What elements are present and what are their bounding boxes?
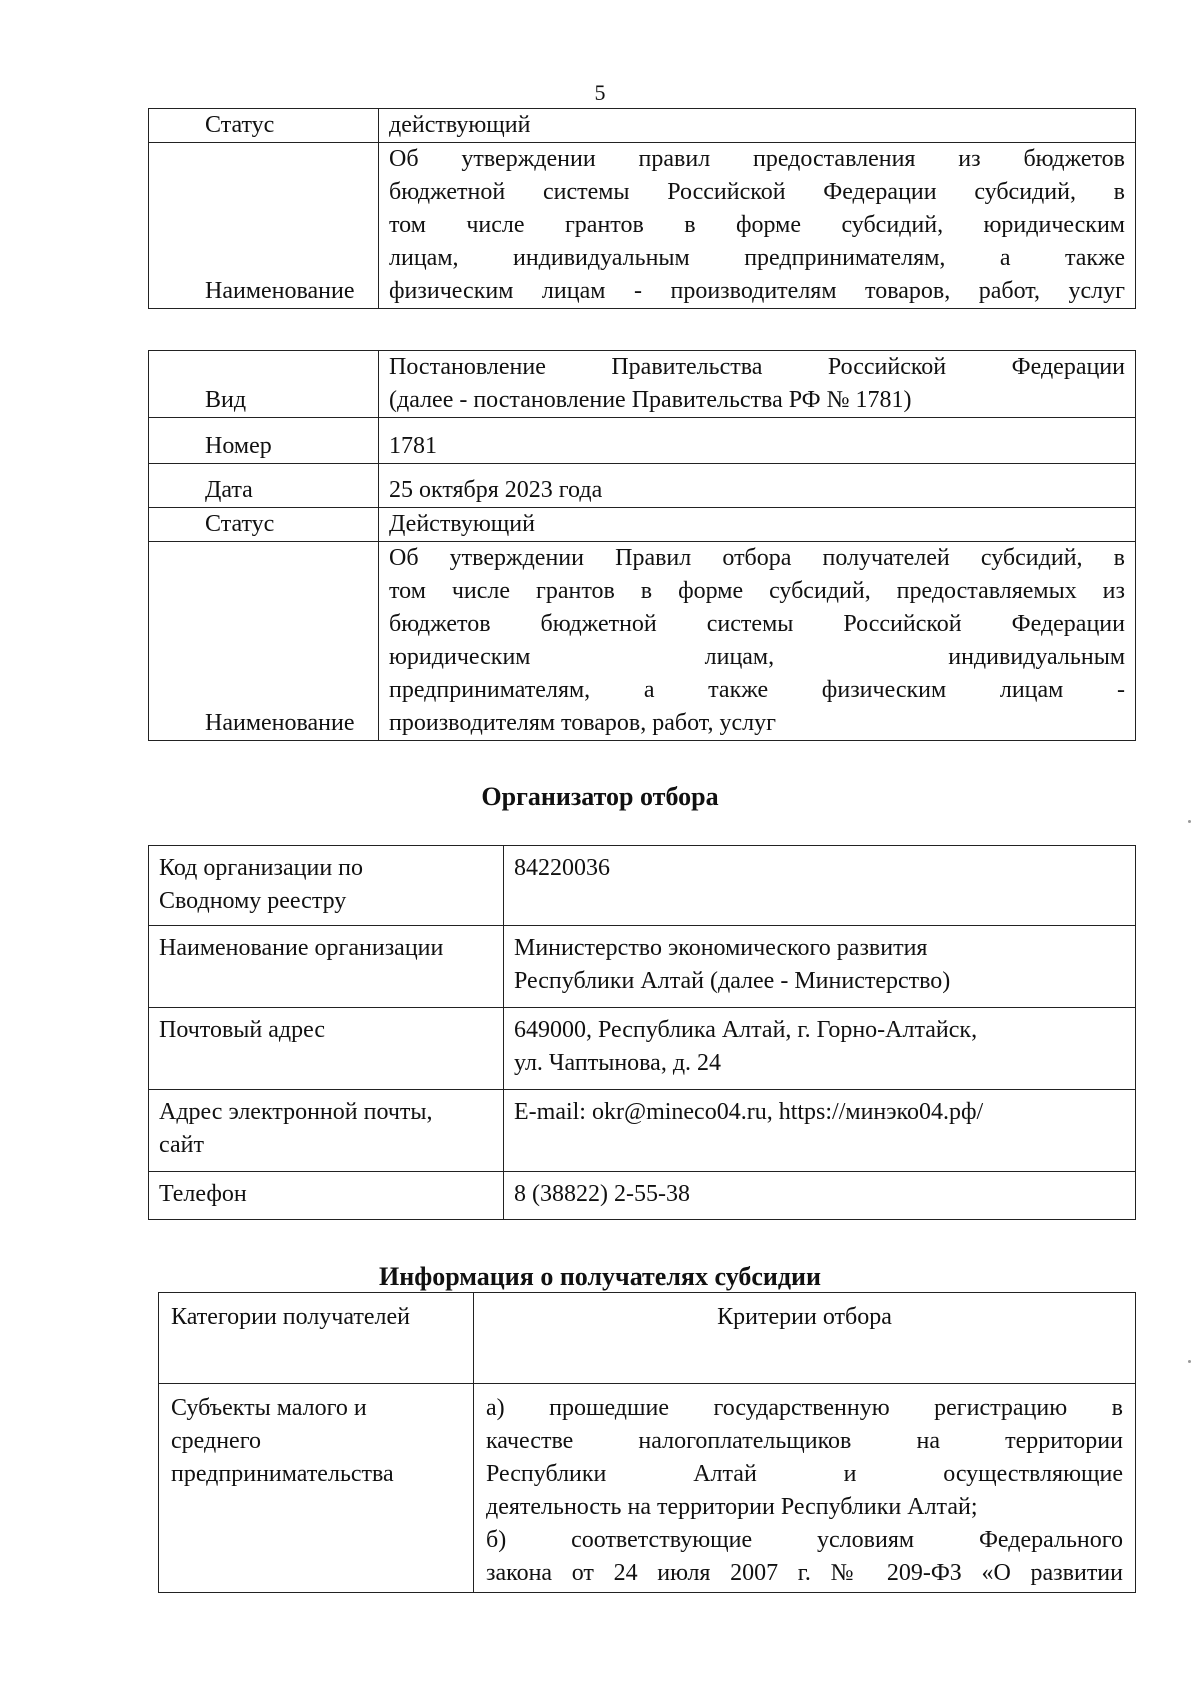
- row-label: Номер: [149, 418, 379, 464]
- margin-mark: [1188, 1360, 1191, 1363]
- value-line: 1781: [389, 433, 437, 459]
- margin-mark: [1188, 820, 1191, 823]
- act-table-1: [148, 108, 1136, 309]
- criteria-line: б) соответствующие условиям Федерального: [486, 1527, 1123, 1553]
- row-value: [379, 143, 1136, 309]
- value-line: бюджетов бюджетной системы Российской Федерации: [389, 611, 1125, 637]
- criteria-line: а) прошедшие государственную регистрацию в: [486, 1395, 1123, 1421]
- table-row: [149, 508, 1136, 542]
- criteria-cell: [474, 1384, 1136, 1593]
- row-label: [149, 1172, 504, 1220]
- value-line: E-mail: okr@mineco04.ru, https://минэко04.рф/: [514, 1099, 984, 1125]
- criteria-line: закона от 24 июля 2007 г. № 209-ФЗ «О развитии: [486, 1560, 1123, 1586]
- organizer-table: [148, 845, 1136, 1220]
- label-line: Наименование организации: [159, 935, 444, 961]
- column-header-criteria: Критерии отбора: [474, 1293, 1136, 1384]
- table-row: [149, 464, 1136, 508]
- criteria-line: деятельность на территории Республики Алтай;: [486, 1494, 978, 1520]
- row-label: Вид: [149, 351, 379, 418]
- section-heading-organizer: Организатор отбора: [481, 782, 719, 811]
- row-label: [149, 1090, 504, 1172]
- category-line: Субъекты малого и: [171, 1395, 367, 1421]
- label-line: Телефон: [159, 1181, 247, 1207]
- value-line: 84220036: [514, 855, 610, 881]
- label-line: Код организации по: [159, 855, 364, 881]
- row-value: [504, 926, 1136, 1008]
- value-line: том числе грантов в форме субсидий, предоставляемых из: [389, 578, 1125, 604]
- row-label: Наименование: [149, 143, 379, 309]
- value-line: физическим лицам - производителям товаров, работ, услуг: [389, 278, 1125, 304]
- value-line: Об утверждении правил предоставления из бюджетов: [389, 146, 1125, 172]
- row-label: Дата: [149, 464, 379, 508]
- value-line: Министерство экономического развития: [514, 935, 928, 961]
- category-line: предпринимательства: [171, 1461, 394, 1487]
- value-line: бюджетной системы Российской Федерации субсидий, в: [389, 179, 1125, 205]
- category-cell: [159, 1384, 474, 1593]
- row-label: [149, 926, 504, 1008]
- value-line: ул. Чаптынова, д. 24: [514, 1050, 722, 1076]
- row-value: [379, 351, 1136, 418]
- value-line: Постановление Правительства Российской Федерации: [389, 354, 1125, 380]
- value-line: 649000, Республика Алтай, г. Горно-Алтайск,: [514, 1017, 978, 1043]
- value-line: производителям товаров, работ, услуг: [389, 710, 776, 736]
- value-line: том числе грантов в форме субсидий, юридическим: [389, 212, 1125, 238]
- value-line: юридическим лицам, индивидуальным: [389, 644, 1125, 670]
- table-header-row: [159, 1293, 1136, 1384]
- row-value: [379, 464, 1136, 508]
- value-line: (далее - постановление Правительства РФ № 1781): [389, 387, 912, 413]
- label-line: Адрес электронной почты,: [159, 1099, 433, 1125]
- value-line: Республики Алтай (далее - Министерство): [514, 968, 951, 994]
- category-line: среднего: [171, 1428, 261, 1454]
- label-line: сайт: [159, 1132, 204, 1158]
- row-value: [504, 1172, 1136, 1220]
- section-heading-recipients: Информация о получателях субсидии: [379, 1262, 821, 1291]
- table-row: [149, 1172, 1136, 1220]
- row-value: [379, 109, 1136, 143]
- value-line: 8 (38822) 2-55-38: [514, 1181, 690, 1207]
- row-value: [504, 846, 1136, 926]
- recipients-table: [158, 1292, 1136, 1593]
- row-label: [149, 846, 504, 926]
- criteria-line: Республики Алтай и осуществляющие: [486, 1461, 1123, 1487]
- value-line: 25 октября 2023 года: [389, 477, 603, 503]
- column-header-categories: Категории получателей: [159, 1293, 474, 1384]
- page-number: 5: [594, 80, 606, 105]
- value-line: предпринимателям, а также физическим лицам -: [389, 677, 1125, 703]
- row-value: [504, 1008, 1136, 1090]
- table-row: [149, 109, 1136, 143]
- table-row: [159, 1384, 1136, 1593]
- value-line: Об утверждении Правил отбора получателей субсидий, в: [389, 545, 1125, 571]
- row-label: Наименование: [149, 542, 379, 741]
- table-row: [149, 351, 1136, 418]
- value-line: действующий: [389, 112, 531, 138]
- row-label: Статус: [149, 109, 379, 143]
- row-value: [379, 542, 1136, 741]
- row-value: [379, 418, 1136, 464]
- label-line: Сводному реестру: [159, 888, 347, 914]
- criteria-line: качестве налогоплательщиков на территории: [486, 1428, 1123, 1454]
- table-row: [149, 1008, 1136, 1090]
- act-table-2: [148, 350, 1136, 741]
- table-row: [149, 418, 1136, 464]
- table-row: [149, 542, 1136, 741]
- table-row: [149, 846, 1136, 926]
- label-line: Почтовый адрес: [159, 1017, 326, 1043]
- table-row: [149, 1090, 1136, 1172]
- table-row: [149, 926, 1136, 1008]
- row-label: [149, 1008, 504, 1090]
- row-label: Статус: [149, 508, 379, 542]
- value-line: лицам, индивидуальным предпринимателям, а также: [389, 245, 1125, 271]
- table-row: [149, 143, 1136, 309]
- row-value: [504, 1090, 1136, 1172]
- row-value: [379, 508, 1136, 542]
- value-line: Действующий: [389, 511, 535, 537]
